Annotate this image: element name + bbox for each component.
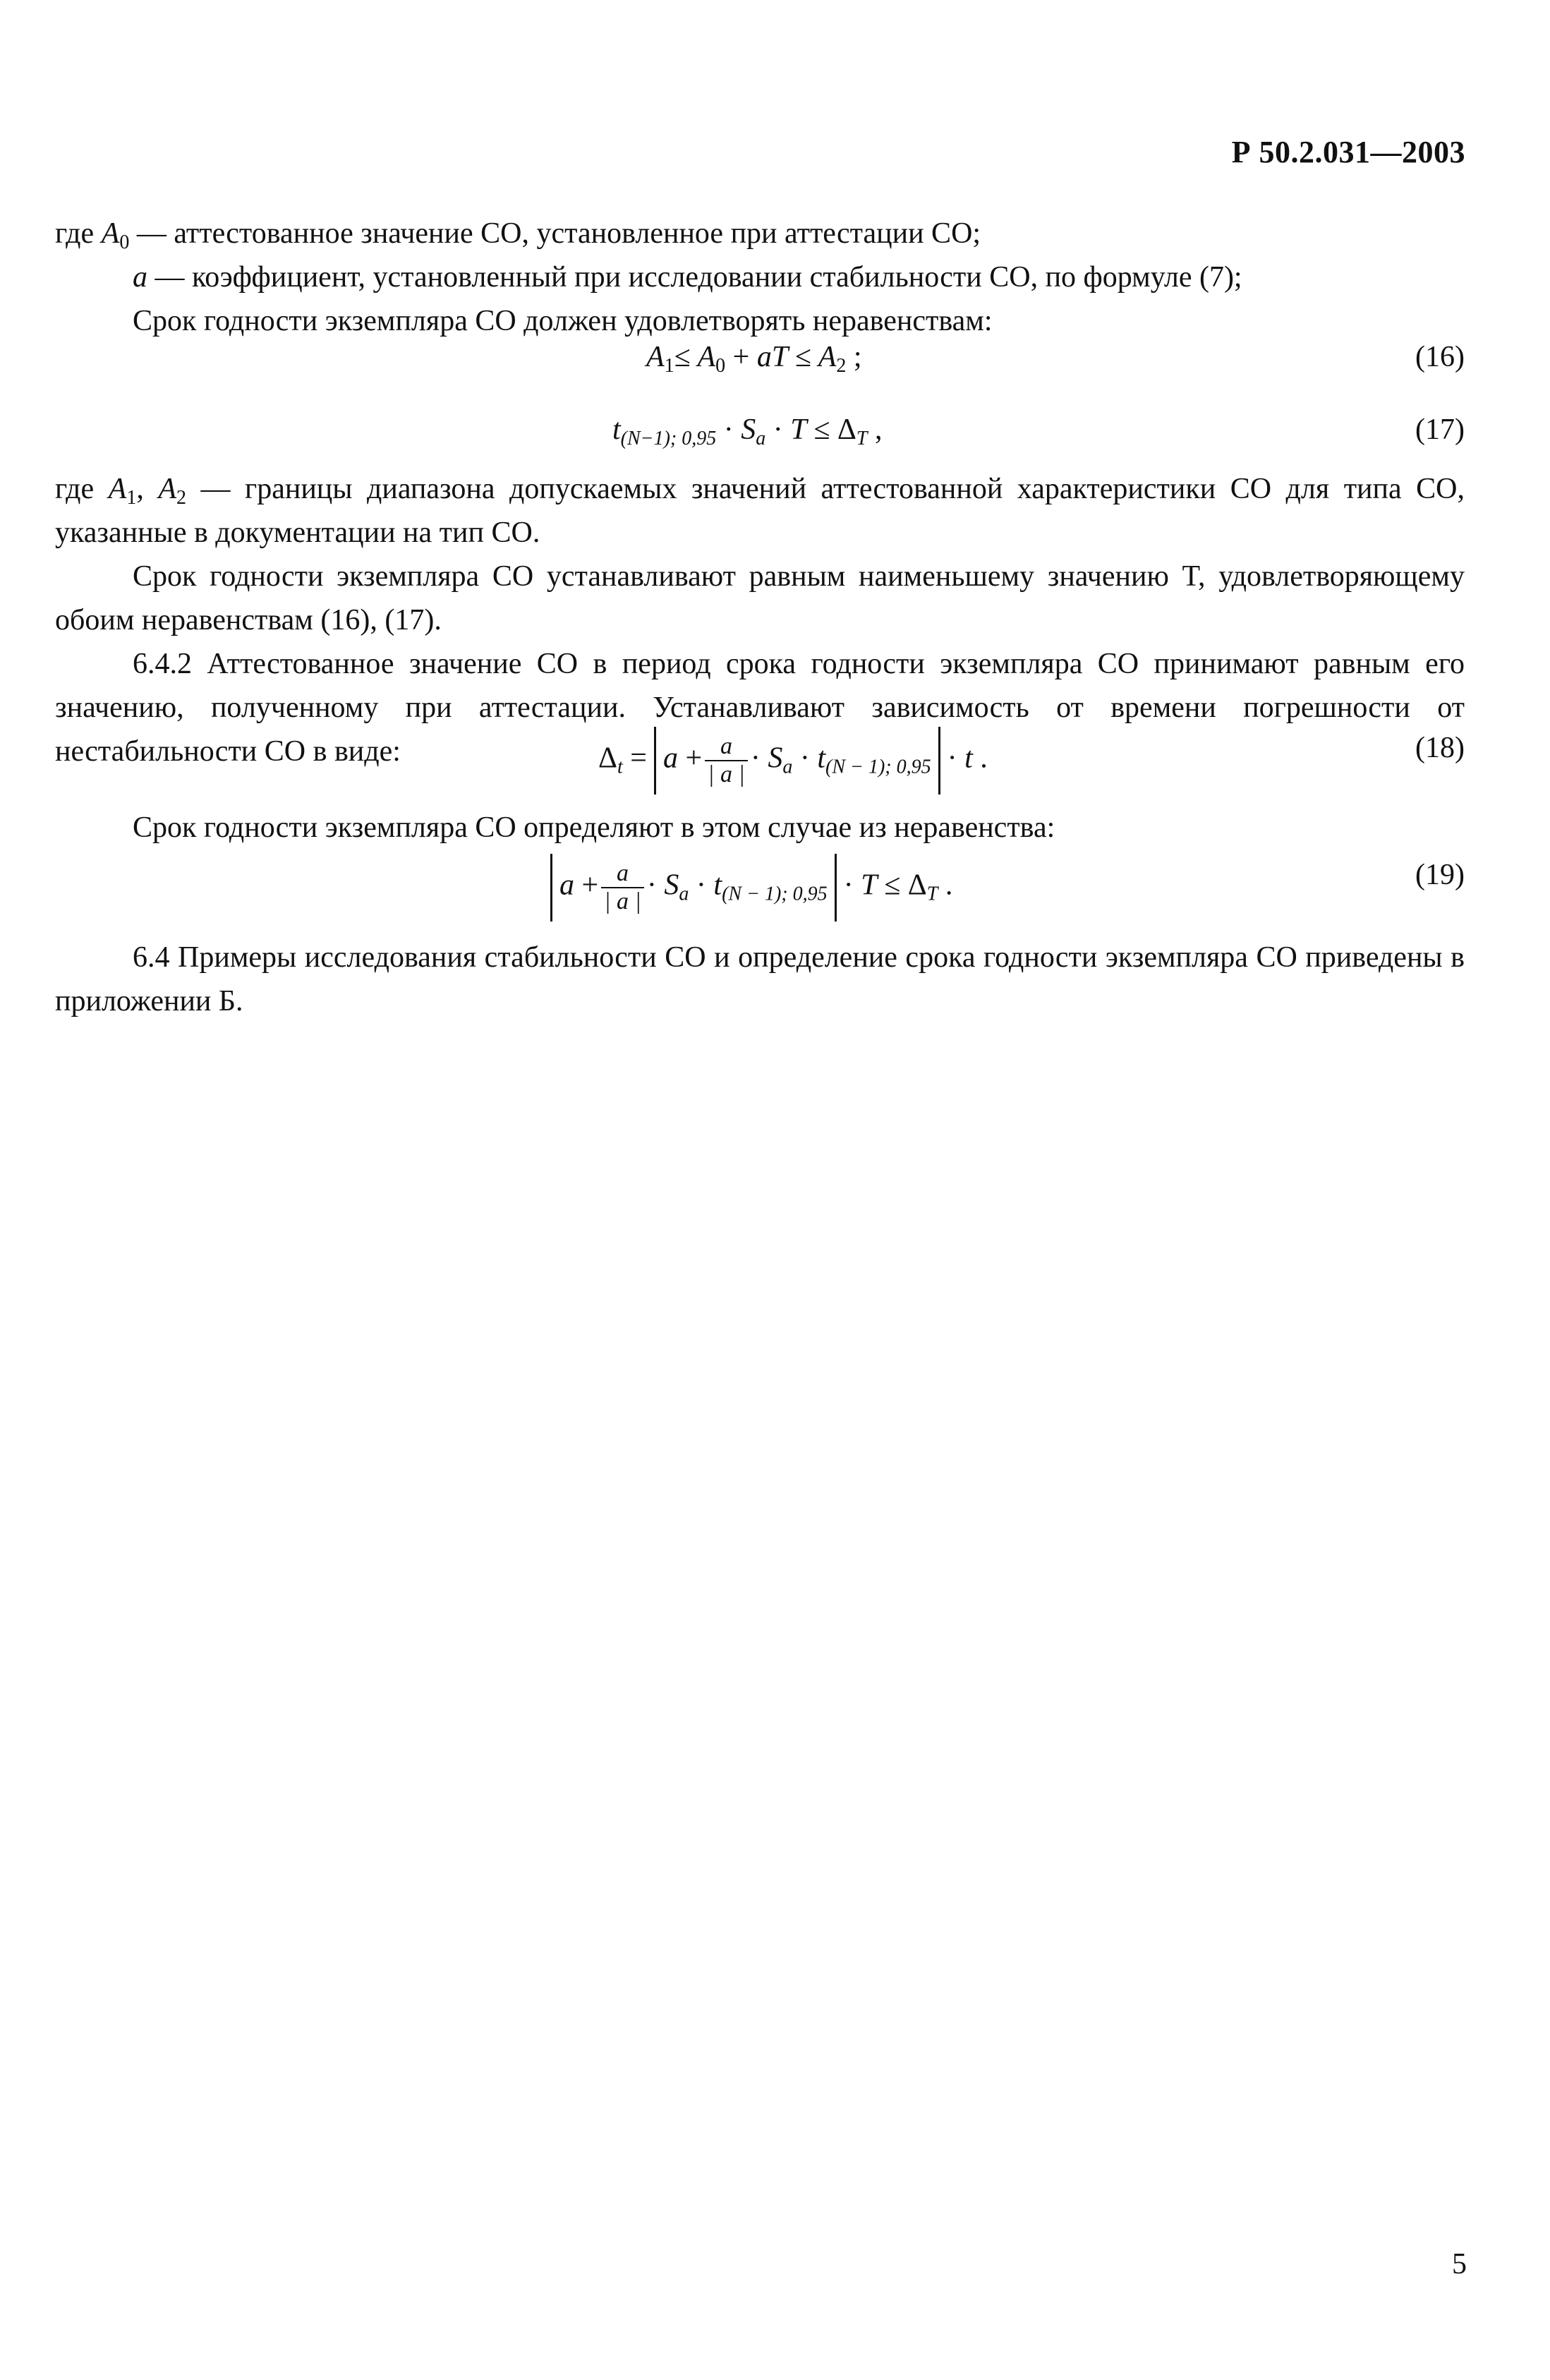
formula-18-number: (18)	[1415, 732, 1465, 764]
formula-19	[55, 854, 1465, 931]
abs-bar-left	[654, 727, 656, 795]
paragraph-validity-set: Срок годности экземпляра СО устанавливают равным наименьшему значению T, удовлетворяющему обоим неравенствам (16), (17).	[55, 560, 1465, 636]
paragraph-block-6-4	[55, 936, 1465, 1023]
fraction-a-over-abs-a: $\frac{a}{| a |}$	[705, 733, 748, 788]
paragraph-6-4: 6.4 Примеры исследования стабильности СО и определение срока годности экземпляра СО приведены в приложении Б.	[55, 941, 1465, 1017]
document-code: Р 50.2.031—2003	[1231, 135, 1465, 169]
fraction-a-over-abs-a: $\frac{a}{| a |}$	[601, 860, 644, 915]
page-number: 5	[1452, 2248, 1467, 2281]
definition-a0: где $A_0$ — аттестованное значение СО, установленное при аттестации СО;	[55, 217, 981, 253]
definition-a1-a2-text: — границы диапазона допускаемых значений аттестованной характеристики СО для типа СО, указанные в документации на тип СО.	[55, 473, 1465, 549]
formula-17-number: (17)	[1415, 413, 1465, 446]
paragraph-block-validity-case	[55, 806, 1465, 850]
formula-17-expression: $t_{(N-1); 0,95} \cdot S_a \cdot T \le \Delta_T$ ,	[612, 413, 883, 449]
definition-a1-a2: где $A_1$, $A_2$ — границы диапазона допускаемых значений аттестованной характеристики СО для типа СО, указанные в документации на тип СО.	[55, 473, 1465, 549]
formula-17	[55, 413, 1465, 469]
definition-a-text: — коэффициент, установленный при исследовании стабильности СО, по формуле (7);	[155, 261, 1242, 294]
formula-16-number: (16)	[1415, 341, 1465, 373]
paragraph-validity-case: Срок годности экземпляра СО определяют в этом случае из неравенства:	[133, 811, 1055, 844]
formula-18-expression: $\Delta_t = a$ + $\frac{a}{| a |}$ · $S_a \cdot t_{(N - 1); 0,95} \cdot t$ .	[598, 727, 988, 795]
definitions-block-1	[55, 212, 1465, 343]
paragraph-validity-requirements: Срок годности экземпляра СО должен удовлетворять неравенствам:	[133, 305, 993, 337]
abs-bar-right	[938, 727, 940, 795]
definition-a0-text: — аттестованное значение СО, установленное при аттестации СО;	[136, 217, 981, 250]
formula-16	[55, 340, 1465, 397]
formula-19-number: (19)	[1415, 859, 1465, 891]
abs-bar-right	[835, 854, 837, 922]
formula-18	[55, 727, 1465, 804]
formula-19-expression: a + $\frac{a}{| a |}$ · $S_a \cdot t_{(N - 1); 0,95} \cdot T \le \Delta_T$ .	[543, 854, 952, 922]
abs-bar-left	[550, 854, 552, 922]
paragraph-6-4-2: 6.4.2 Аттестованное значение СО в период срока годности экземпляра СО принимают равным его значению, полученному при аттестации. Устанавливают зависимость от времени погрешности от нестабильности СО в виде:	[55, 648, 1465, 768]
definition-a: a — коэффициент, установленный при исследовании стабильности СО, по формуле (7);	[133, 261, 1242, 294]
formula-16-expression: $A_1\le A_0$ + aT ≤ $A_2$ ;	[646, 341, 862, 377]
